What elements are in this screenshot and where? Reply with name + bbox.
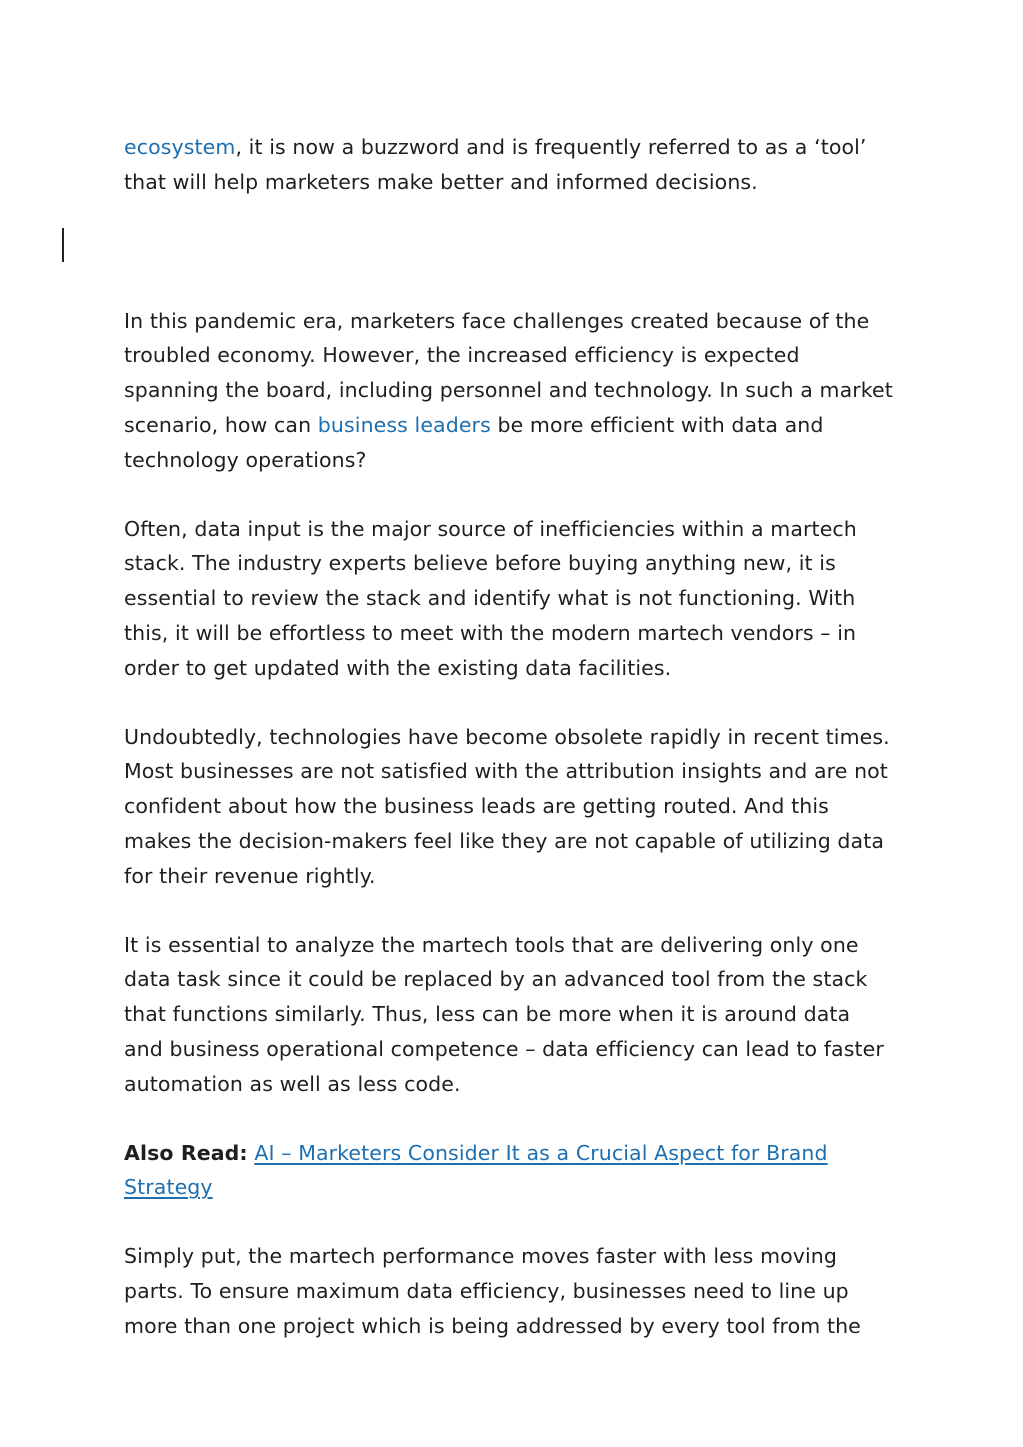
- paragraph-ecosystem: [124, 130, 914, 200]
- text-span: data task since it could be replaced by an advanced tool from the stack: [124, 967, 868, 992]
- text-span: and business operational competence – data efficiency can lead to faster: [124, 1036, 884, 1061]
- also-read-link[interactable]: AI – Marketers Consider It as a Crucial Aspect for Brand: [254, 1140, 828, 1165]
- text-span: Often, data input is the major source of inefficiencies within a martech: [124, 516, 857, 541]
- text-span: confident about how the business leads are getting routed. And this: [124, 794, 829, 819]
- text-span: scenario, how can: [124, 412, 318, 437]
- text-cursor-mark: [62, 228, 64, 262]
- text-span: essential to review the stack and identify what is not functioning. With: [124, 586, 856, 611]
- text-span: troubled economy. However, the increased efficiency is expected: [124, 343, 800, 368]
- also-read-label: Also Read:: [124, 1140, 248, 1165]
- paragraph-data-input: [124, 512, 914, 686]
- paragraph-analyze-tools: [124, 928, 914, 1102]
- text-span: that will help marketers make better and informed decisions.: [124, 169, 758, 194]
- paragraph-spacer: [124, 686, 914, 720]
- text-span: makes the decision-makers feel like they are not capable of utilizing data: [124, 828, 885, 853]
- text-span: Most businesses are not satisfied with the attribution insights and are not: [124, 759, 888, 784]
- paragraph-spacer: [124, 1205, 914, 1239]
- document-body: [124, 130, 914, 1344]
- text-span: parts. To ensure maximum data efficiency, businesses need to line up: [124, 1278, 849, 1303]
- text-span: In this pandemic era, marketers face challenges created because of the: [124, 308, 870, 333]
- ecosystem-link[interactable]: ecosystem: [124, 135, 236, 159]
- text-span: automation as well as less code.: [124, 1071, 461, 1096]
- text-span: technology operations?: [124, 447, 367, 472]
- text-span: for their revenue rightly.: [124, 863, 376, 888]
- text-span: It is essential to analyze the martech tools that are delivering only one: [124, 932, 859, 957]
- text-span: stack. The industry experts believe before buying anything new, it is: [124, 551, 836, 576]
- text-span: be more efficient with data and: [490, 412, 824, 437]
- also-read-link-continued[interactable]: Strategy: [124, 1175, 213, 1200]
- paragraph-spacer: [124, 894, 914, 928]
- text-span: order to get updated with the existing data facilities.: [124, 655, 672, 680]
- text-span: spanning the board, including personnel and technology. In such a market: [124, 378, 893, 403]
- text-span: , it is now a buzzword and is frequently referred to as a ‘tool’: [235, 135, 867, 159]
- text-span: more than one project which is being addressed by every tool from the: [124, 1313, 861, 1338]
- paragraph-simply-put: [124, 1239, 914, 1343]
- paragraph-spacer: [124, 478, 914, 512]
- paragraph-spacer: [124, 200, 914, 304]
- paragraph-spacer: [124, 1102, 914, 1136]
- business-leaders-link[interactable]: business leaders: [317, 412, 491, 437]
- text-span: Undoubtedly, technologies have become obsolete rapidly in recent times.: [124, 724, 890, 749]
- also-read: [124, 1136, 914, 1206]
- text-span: Simply put, the martech performance moves faster with less moving: [124, 1244, 838, 1269]
- text-span: that functions similarly. Thus, less can be more when it is around data: [124, 1002, 851, 1027]
- text-span: this, it will be effortless to meet with the modern martech vendors – in: [124, 620, 857, 645]
- paragraph-obsolete: [124, 720, 914, 894]
- paragraph-pandemic: [124, 304, 914, 478]
